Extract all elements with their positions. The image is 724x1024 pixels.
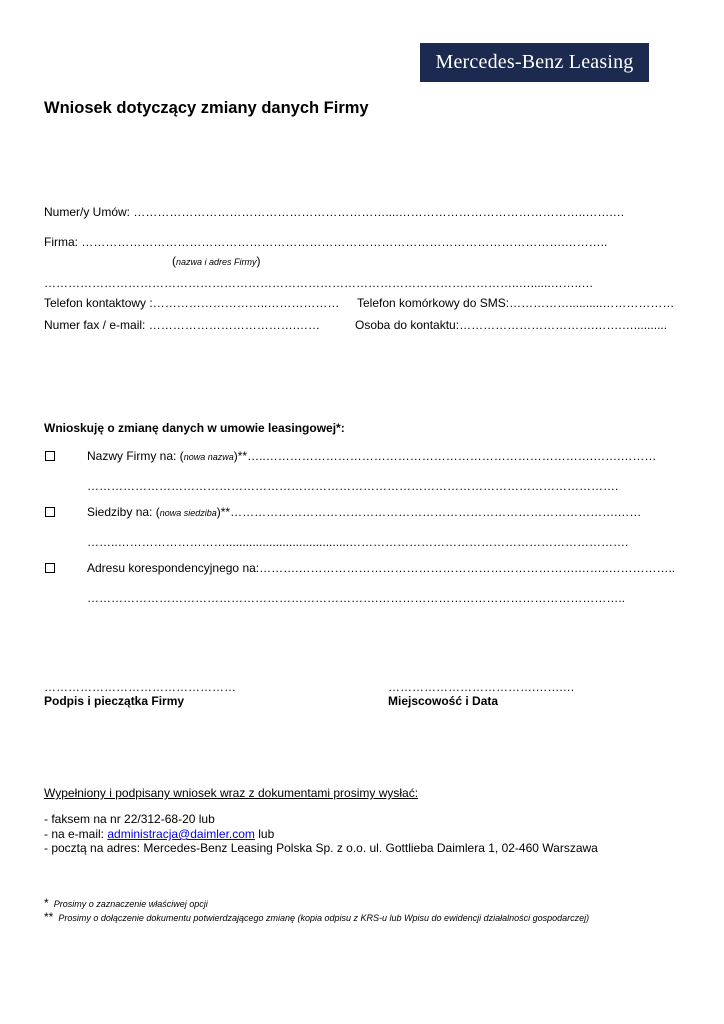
option-correspondence-line2[interactable]: ……………………………………………………………….…………………………………………………….. bbox=[87, 591, 626, 605]
option-seat-field[interactable]: Siedziby na: (nowa siedziba)**…………………………………………………………………………………….…… bbox=[87, 505, 642, 519]
send-heading: Wypełniony i podpisany wniosek wraz z dokumentami prosimy wysłać: bbox=[44, 786, 419, 800]
option-seat-checkbox[interactable] bbox=[45, 507, 55, 517]
signature-line[interactable]: ………………………………………… bbox=[44, 680, 236, 694]
option-company-name-field[interactable]: Nazwy Firmy na: (nowa nazwa)**…..……………………………………………………………………….…….……… bbox=[87, 449, 657, 463]
send-post: - pocztą na adres: Mercedes-Benz Leasing Polska Sp. z o.o. ul. Gottlieba Daimlera 1, 02-460 Warszawa bbox=[44, 841, 598, 855]
option-seat-line2[interactable]: ……..……………………….....................................……………………………………………………………. bbox=[87, 535, 629, 549]
company-field[interactable]: Firma: ………………………………………………………………………………………………………….……….. bbox=[44, 235, 608, 249]
mobile-sms-field[interactable]: Telefon komórkowy do SMS:……………..........……………… bbox=[357, 296, 675, 310]
company-field-hint: (nazwa i adres Firmy) bbox=[172, 254, 261, 268]
option-company-name-line2[interactable]: ……………………………………………………………………………………………………………………. bbox=[87, 479, 619, 493]
place-date-line[interactable]: ……………………………….…….… bbox=[388, 680, 575, 694]
send-fax: - faksem na nr 22/312-68-20 lub bbox=[44, 812, 215, 826]
footnote-2: ** Prosimy o dołączenie dokumentu potwierdzającego zmianę (kopia odpisu z KRS-u lub Wpisu do ewidencji działalności gospodarczej) bbox=[44, 910, 590, 924]
mercedes-benz-leasing-logo: Mercedes-Benz Leasing bbox=[420, 43, 649, 82]
request-heading: Wnioskuję o zmianę danych w umowie leasingowej*: bbox=[44, 421, 345, 435]
contact-person-field[interactable]: Osoba do kontaktu:…………………………….…….….......... bbox=[355, 318, 668, 332]
fax-email-field[interactable]: Numer fax / e-mail: ……………………………….…… bbox=[44, 318, 321, 332]
option-company-name-checkbox[interactable] bbox=[45, 451, 55, 461]
email-link[interactable]: administracja@daimler.com bbox=[107, 827, 255, 841]
contract-number-field[interactable]: Numer/y Umów: ………………………………………………………....………………………………………..…….… bbox=[44, 205, 625, 219]
company-address-field[interactable]: ………………………………………………………………………………………………………..…......……..… bbox=[44, 276, 594, 290]
phone-field[interactable]: Telefon kontaktowy :………………………..……………… bbox=[44, 296, 340, 310]
option-correspondence-field[interactable]: Adresu korespondencyjnego na:……….…………………………………………………………….……..…………….. bbox=[87, 561, 676, 575]
form-title: Wniosek dotyczący zmiany danych Firmy bbox=[44, 99, 369, 117]
send-email: - na e-mail: administracja@daimler.com lub bbox=[44, 827, 275, 841]
footnote-1: * Prosimy o zaznaczenie właściwej opcji bbox=[44, 896, 208, 910]
option-correspondence-checkbox[interactable] bbox=[45, 563, 55, 573]
signature-label: Podpis i pieczątka Firmy bbox=[44, 694, 185, 708]
place-date-label: Miejscowość i Data bbox=[388, 694, 499, 708]
